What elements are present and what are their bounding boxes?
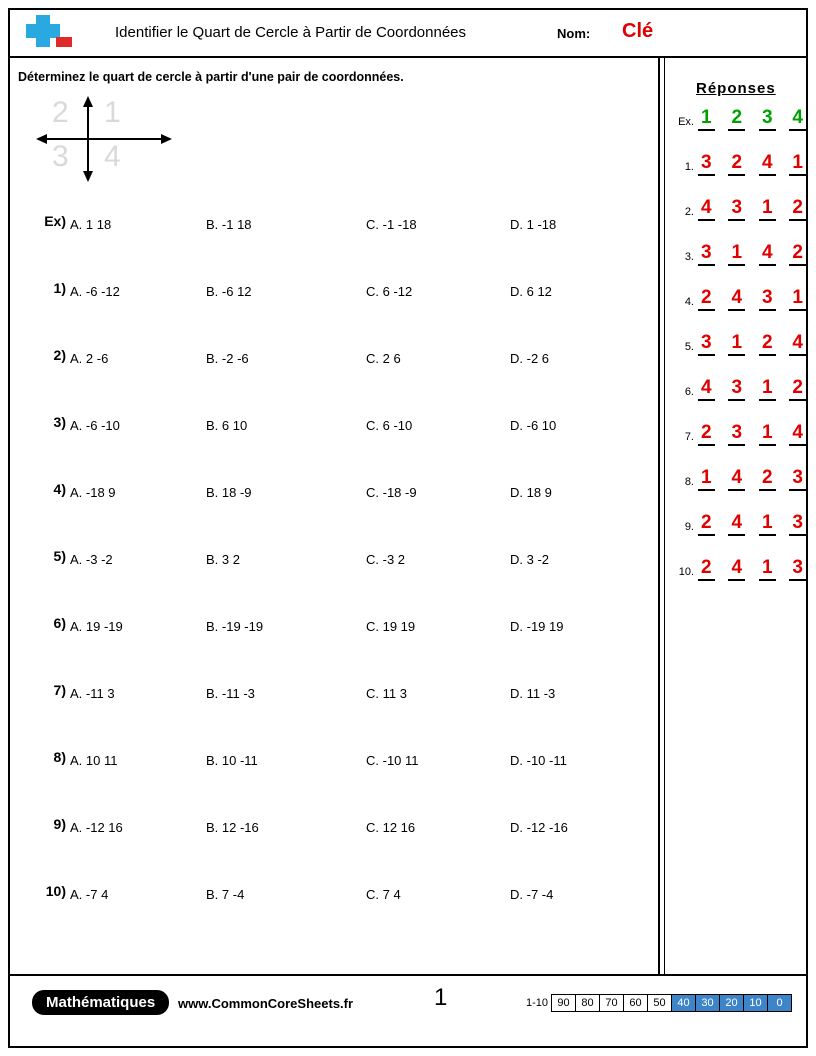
scale-cell: 20	[719, 994, 744, 1012]
answer-index: 2.	[684, 206, 694, 218]
answer-value: 1	[759, 377, 776, 401]
header	[10, 10, 806, 58]
scale-cell: 70	[599, 994, 624, 1012]
answer-value: 1	[759, 422, 776, 446]
question-number: 4)	[53, 481, 66, 497]
question-row	[10, 816, 650, 844]
scale-cell: 0	[767, 994, 792, 1012]
answer-values	[698, 332, 806, 356]
question-row	[10, 548, 650, 576]
answer-values	[698, 557, 806, 581]
choice-a[interactable]: A. -11 3	[70, 686, 115, 701]
choice-c[interactable]: C. 11 3	[366, 686, 407, 701]
answer-values	[698, 242, 806, 266]
answers-title: Réponses	[696, 80, 776, 97]
answer-row	[670, 197, 806, 227]
question-number: 1)	[53, 280, 66, 296]
answer-row	[670, 422, 806, 452]
scale-cell: 10	[743, 994, 768, 1012]
answer-index: 9.	[684, 521, 694, 533]
quadrant-label-2: 2	[52, 96, 69, 129]
choice-a[interactable]: A. -6 -10	[70, 418, 120, 433]
answer-index: 5.	[684, 341, 694, 353]
answer-index: 3.	[684, 251, 694, 263]
answer-values	[698, 422, 806, 446]
scale-cell: 90	[551, 994, 576, 1012]
scale-range: 1-10	[526, 997, 549, 1009]
answer-value: 2	[698, 557, 715, 581]
choice-a[interactable]: A. 2 -6	[70, 351, 109, 366]
choice-b[interactable]: B. 3 2	[206, 552, 240, 567]
choice-c[interactable]: C. 6 -12	[366, 284, 413, 299]
choice-b[interactable]: B. -19 -19	[206, 619, 264, 634]
choice-a[interactable]: A. 1 18	[70, 217, 112, 232]
answer-row	[670, 242, 806, 272]
answer-value: 2	[789, 377, 806, 401]
choice-c[interactable]: C. 6 -10	[366, 418, 413, 433]
question-number: 10)	[45, 883, 66, 899]
question-row	[10, 280, 650, 308]
question-number: 5)	[53, 548, 66, 564]
choice-a[interactable]: A. -18 9	[70, 485, 116, 500]
quadrant-label-3: 3	[52, 140, 69, 173]
answer-index: 1.	[684, 161, 694, 173]
answer-value: 4	[728, 512, 745, 536]
answer-values	[698, 467, 806, 491]
choice-c[interactable]: C. 12 16	[366, 820, 416, 835]
choice-d[interactable]: D. 11 -3	[510, 686, 556, 701]
grading-scale	[526, 994, 792, 1012]
answer-value: 4	[698, 197, 715, 221]
choice-d[interactable]: D. 6 12	[510, 284, 552, 299]
choice-c[interactable]: C. -10 11	[366, 753, 419, 768]
answer-value: 1	[698, 107, 715, 131]
answer-value: 1	[759, 197, 776, 221]
question-row	[10, 347, 650, 375]
answer-value: 4	[728, 557, 745, 581]
answer-value: 3	[698, 242, 715, 266]
answer-value: 4	[728, 467, 745, 491]
answer-value: 3	[698, 332, 715, 356]
worksheet-page	[8, 8, 808, 1048]
choice-a[interactable]: A. 10 11	[70, 753, 118, 768]
choice-b[interactable]: B. -11 -3	[206, 686, 255, 701]
name-label: Nom:	[557, 26, 591, 41]
question-number: 9)	[53, 816, 66, 832]
scale-cell: 50	[647, 994, 672, 1012]
answer-index: 6.	[684, 386, 694, 398]
subject-badge: Mathématiques	[32, 990, 169, 1015]
choice-b[interactable]: B. -6 12	[206, 284, 252, 299]
choice-d[interactable]: D. -7 -4	[510, 887, 554, 902]
column-divider	[658, 58, 660, 974]
choice-a[interactable]: A. 19 -19	[70, 619, 123, 634]
answer-values	[698, 512, 806, 536]
instructions: Déterminez le quart de cercle à partir d'une pair de coordonnées.	[18, 70, 404, 84]
answer-value: 3	[698, 152, 715, 176]
answer-index: 8.	[684, 476, 694, 488]
answer-values	[698, 287, 806, 311]
answer-value: 3	[728, 197, 745, 221]
answer-value: 3	[728, 422, 745, 446]
choice-b[interactable]: B. 10 -11	[206, 753, 258, 768]
choice-a[interactable]: A. -6 -12	[70, 284, 120, 299]
answer-values	[698, 152, 806, 176]
page-title: Identifier le Quart de Cercle à Partir de Coordonnées	[115, 24, 467, 41]
choice-a[interactable]: A. -12 16	[70, 820, 123, 835]
answer-index: Ex.	[678, 116, 694, 128]
footer	[10, 974, 806, 1046]
question-number: 7)	[53, 682, 66, 698]
question-row	[10, 883, 650, 911]
answer-value: 2	[728, 152, 745, 176]
answer-value: 1	[759, 557, 776, 581]
scale-cell: 60	[623, 994, 648, 1012]
answer-value: 1	[728, 332, 745, 356]
answer-row	[670, 377, 806, 407]
answer-value: 1	[789, 287, 806, 311]
choice-d[interactable]: D. -6 10	[510, 418, 557, 433]
question-number: 2)	[53, 347, 66, 363]
commoncoresheets-logo-icon	[16, 13, 90, 55]
answer-values	[698, 377, 806, 401]
quadrant-label-1: 1	[104, 96, 121, 129]
scale-cell: 30	[695, 994, 720, 1012]
scale-cell: 40	[671, 994, 696, 1012]
answer-value: 2	[759, 332, 776, 356]
answer-values	[698, 197, 806, 221]
scale-cell: 80	[575, 994, 600, 1012]
answer-value: 4	[789, 332, 806, 356]
answer-value: 4	[759, 152, 776, 176]
answer-index: 10.	[678, 566, 694, 578]
choice-b[interactable]: B. 7 -4	[206, 887, 245, 902]
answer-value: 3	[789, 512, 806, 536]
answer-value: 2	[759, 467, 776, 491]
choice-d[interactable]: D. -12 -16	[510, 820, 568, 835]
choice-d[interactable]: D. -10 -11	[510, 753, 567, 768]
choice-c[interactable]: C. 19 19	[366, 619, 416, 634]
choice-b[interactable]: B. 6 10	[206, 418, 248, 433]
choice-a[interactable]: A. -3 -2	[70, 552, 113, 567]
answer-value: 4	[759, 242, 776, 266]
choice-d[interactable]: D. -19 19	[510, 619, 564, 634]
choice-c[interactable]: C. 2 6	[366, 351, 401, 366]
choice-c[interactable]: C. -1 -18	[366, 217, 417, 232]
choice-a[interactable]: A. -7 4	[70, 887, 109, 902]
answer-value: 3	[789, 557, 806, 581]
answer-value: 2	[789, 197, 806, 221]
choice-b[interactable]: B. -1 18	[206, 217, 252, 232]
choice-b[interactable]: B. 12 -16	[206, 820, 259, 835]
quadrant-diagram	[28, 94, 188, 184]
answer-value: 4	[789, 107, 806, 131]
question-number: Ex)	[44, 213, 66, 229]
answer-value: 3	[759, 287, 776, 311]
answer-value: 1	[759, 512, 776, 536]
answer-row	[670, 467, 806, 497]
choice-d[interactable]: D. 1 -18	[510, 217, 557, 232]
question-row	[10, 749, 650, 777]
answer-row	[670, 512, 806, 542]
page-number: 1	[434, 984, 448, 1011]
answer-value: 1	[789, 152, 806, 176]
answer-value: 2	[789, 242, 806, 266]
choice-c[interactable]: C. -18 -9	[366, 485, 417, 500]
answer-value: 2	[698, 422, 715, 446]
website-url: www.CommonCoreSheets.fr	[178, 996, 354, 1011]
answer-value: 4	[789, 422, 806, 446]
answer-value: 2	[698, 287, 715, 311]
answer-row	[670, 557, 806, 587]
quadrant-label-4: 4	[104, 140, 121, 173]
answer-value: 3	[789, 467, 806, 491]
choice-c[interactable]: C. -3 2	[366, 552, 406, 567]
choice-b[interactable]: B. -2 -6	[206, 351, 249, 366]
answer-value: 4	[698, 377, 715, 401]
question-row	[10, 682, 650, 710]
answer-row	[670, 152, 806, 182]
choice-b[interactable]: B. 18 -9	[206, 485, 252, 500]
choice-d[interactable]: D. 18 9	[510, 485, 552, 500]
answer-value: 3	[728, 377, 745, 401]
answer-value: 1	[728, 242, 745, 266]
name-value: Clé	[622, 20, 654, 42]
choice-d[interactable]: D. -2 6	[510, 351, 550, 366]
answer-value: 2	[698, 512, 715, 536]
choice-d[interactable]: D. 3 -2	[510, 552, 550, 567]
question-number: 8)	[53, 749, 66, 765]
question-row	[10, 481, 650, 509]
answer-value: 1	[698, 467, 715, 491]
question-number: 6)	[53, 615, 66, 631]
answer-value: 3	[759, 107, 776, 131]
answer-index: 4.	[684, 296, 694, 308]
column-divider-inner	[664, 58, 665, 974]
question-number: 3)	[53, 414, 66, 430]
answer-row	[670, 107, 806, 137]
choice-c[interactable]: C. 7 4	[366, 887, 401, 902]
answer-index: 7.	[684, 431, 694, 443]
question-row	[10, 213, 650, 241]
question-row	[10, 414, 650, 442]
answer-row	[670, 332, 806, 362]
answer-row	[670, 287, 806, 317]
answer-value: 4	[728, 287, 745, 311]
answer-values	[698, 107, 806, 131]
question-row	[10, 615, 650, 643]
answer-value: 2	[728, 107, 745, 131]
